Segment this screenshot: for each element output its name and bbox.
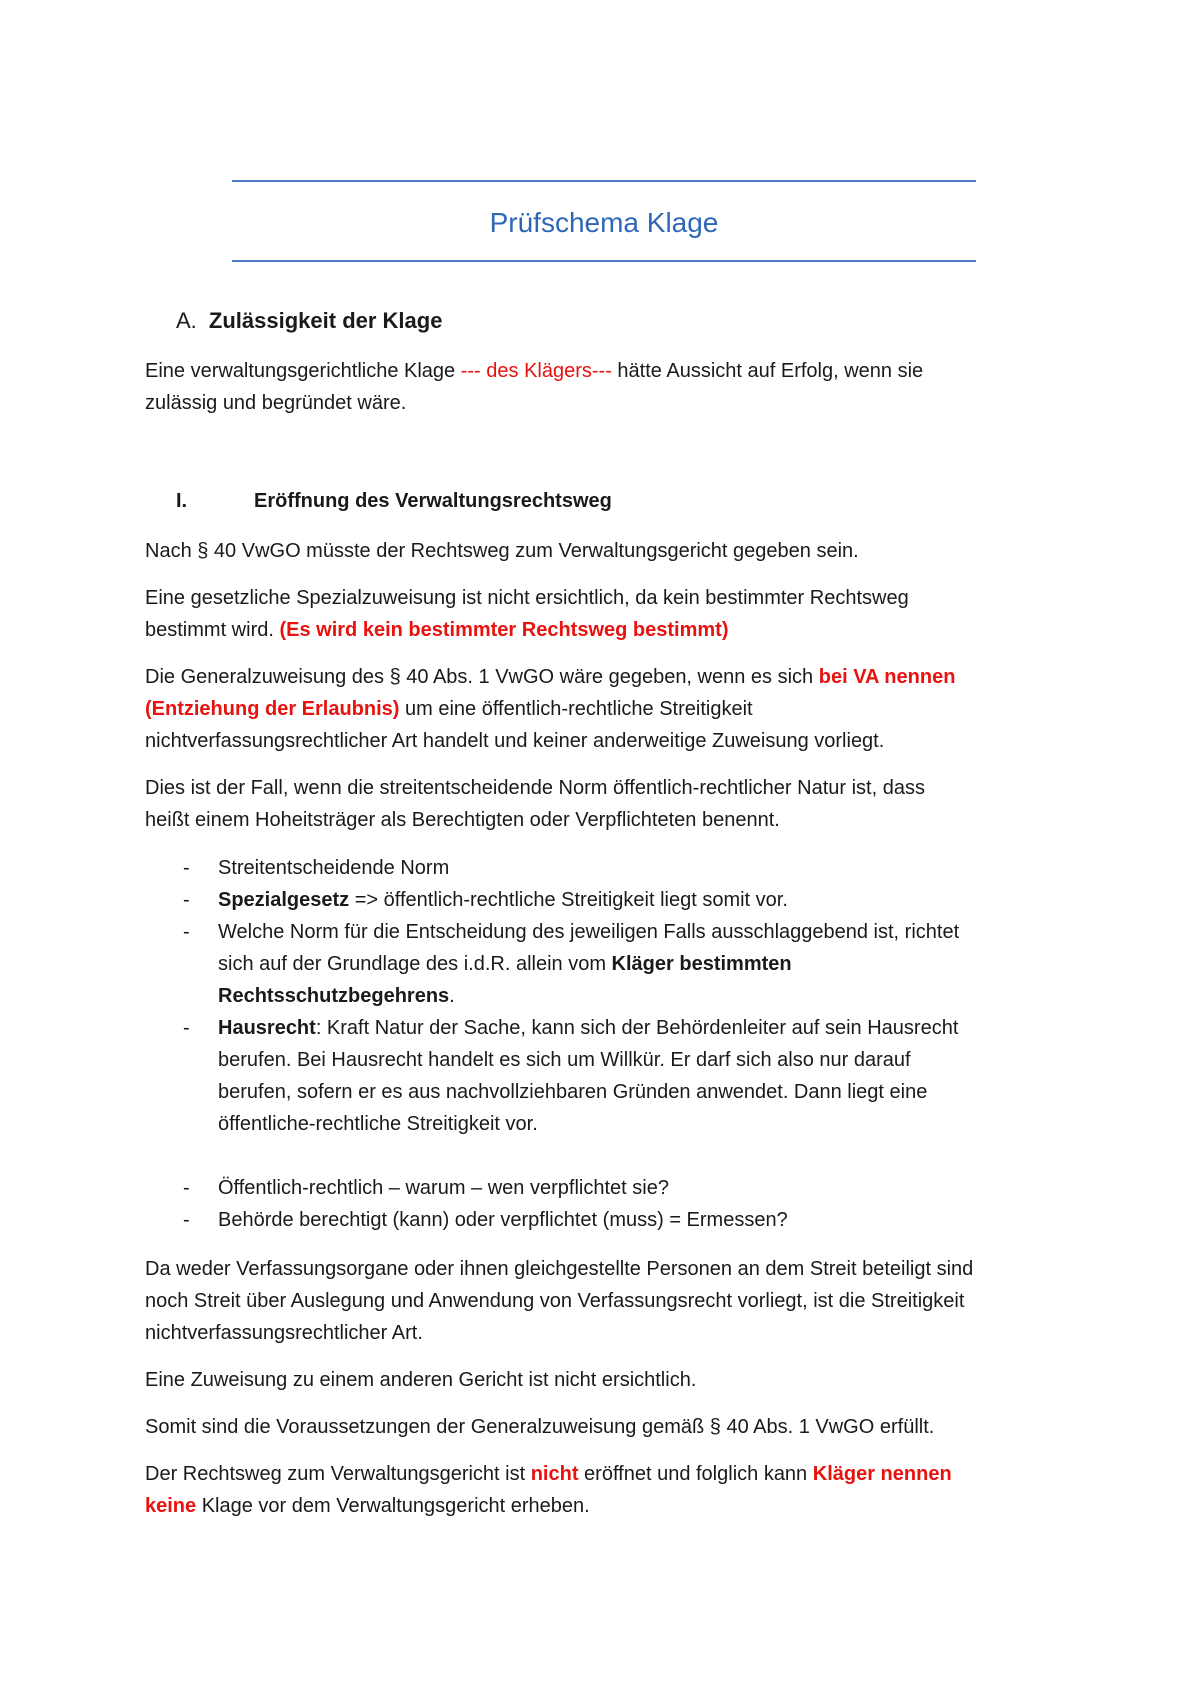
section-a-heading <box>176 305 442 337</box>
p3-red-text: bei VA nennen <box>818 666 956 688</box>
paragraph-7: Somit sind die Voraussetzungen der Generalzuweisung gemäß § 40 Abs. 1 VwGO erfüllt. <box>145 1416 935 1438</box>
intro-text-end: hätte Aussicht auf Erfolg, wenn sie <box>611 360 924 382</box>
p8-red-text-2: Kläger nennen <box>812 1463 952 1485</box>
bullet-5: Öffentlich-rechtlich – warum – wen verpflichtet sie? <box>218 1177 669 1199</box>
bullet-dash: - <box>183 1209 190 1231</box>
bullet-4-bold: Hausrecht <box>218 1017 316 1039</box>
bullet-1: Streitentscheidende Norm <box>218 857 450 879</box>
p2-red-text: (Es wird kein bestimmter Rechtsweg bestimmt) <box>279 619 729 641</box>
bullet-dash: - <box>183 921 190 943</box>
p8-red-text-3: keine <box>145 1495 197 1517</box>
bullet-dash: - <box>183 1017 190 1039</box>
bullet-dash: - <box>183 1177 190 1199</box>
paragraph-8-line-2 <box>145 1490 590 1522</box>
intro-line-2: zulässig und begründet wäre. <box>145 392 407 414</box>
bullet-dash: - <box>183 889 190 911</box>
bullet-3-bold-2: Rechtsschutzbegehrens <box>218 985 450 1007</box>
bullet-3-period: . <box>449 985 455 1007</box>
paragraph-5-line-3: nichtverfassungsrechtlicher Art. <box>145 1322 423 1344</box>
bullet-2-bold: Spezialgesetz <box>218 889 350 911</box>
bullet-3-line-3 <box>218 980 455 1012</box>
paragraph-3-line-2 <box>145 693 753 725</box>
p8-text-3: Klage vor dem Verwaltungsgericht erheben. <box>196 1495 590 1517</box>
section-a-letter: A. <box>176 308 197 333</box>
intro-red-text: --- des Klägers--- <box>460 360 612 382</box>
bullet-4-line-1 <box>218 1012 958 1044</box>
paragraph-4-line-2: heißt einem Hoheitsträger als Berechtigten oder Verpflichteten benennt. <box>145 809 780 831</box>
paragraph-8-line-1 <box>145 1458 952 1490</box>
bullet-4-line-3: berufen, sofern er es aus nachvollziehbaren Gründen anwendet. Dann liegt eine <box>218 1081 928 1103</box>
document-title: Prüfschema Klage <box>489 207 719 238</box>
title-rule-top <box>232 180 976 182</box>
title-rule-bottom <box>232 260 976 262</box>
paragraph-5-line-1: Da weder Verfassungsorgane oder ihnen gleichgestellte Personen an dem Streit beteiligt sind <box>145 1258 974 1280</box>
p2-text: bestimmt wird. <box>145 619 280 641</box>
bullet-4-line-2: berufen. Bei Hausrecht handelt es sich um Willkür. Er darf sich also nur darauf <box>218 1049 911 1071</box>
paragraph-4-line-1: Dies ist der Fall, wenn die streitentscheidende Norm öffentlich-rechtlicher Natur ist, dass <box>145 777 925 799</box>
bullet-2 <box>218 884 788 916</box>
paragraph-2-line-1: Eine gesetzliche Spezialzuweisung ist nicht ersichtlich, da kein bestimmter Rechtsweg <box>145 587 909 609</box>
bullet-dash: - <box>183 857 190 879</box>
paragraph-6: Eine Zuweisung zu einem anderen Gericht ist nicht ersichtlich. <box>145 1369 697 1391</box>
section-i-number: I. <box>176 490 188 512</box>
section-a-title: Zulässigkeit der Klage <box>208 308 443 333</box>
paragraph-5-line-2: noch Streit über Auslegung und Anwendung von Verfassungsrecht vorliegt, ist die Streitigkeit <box>145 1290 965 1312</box>
bullet-4-line-4: öffentliche-rechtliche Streitigkeit vor. <box>218 1113 538 1135</box>
p8-red-text: nicht <box>530 1463 579 1485</box>
bullet-3-bold: Kläger bestimmten <box>611 953 792 975</box>
bullet-2-text: => öffentlich-rechtliche Streitigkeit liegt somit vor. <box>349 889 788 911</box>
paragraph-1: Nach § 40 VwGO müsste der Rechtsweg zum Verwaltungsgericht gegeben sein. <box>145 540 859 562</box>
paragraph-2-line-2 <box>145 614 728 646</box>
bullet-3-line-1: Welche Norm für die Entscheidung des jeweiligen Falls ausschlaggebend ist, richtet <box>218 921 960 943</box>
p3-text-2: um eine öffentlich-rechtliche Streitigkeit <box>399 698 753 720</box>
bullet-6: Behörde berechtigt (kann) oder verpflichtet (muss) = Ermessen? <box>218 1209 788 1231</box>
p3-red-text-2: (Entziehung der Erlaubnis) <box>145 698 400 720</box>
paragraph-3-line-1 <box>145 661 955 693</box>
bullet-3-text: sich auf der Grundlage des i.d.R. allein vom <box>218 953 612 975</box>
section-i-heading <box>176 485 612 517</box>
intro-text: Eine verwaltungsgerichtliche Klage <box>145 360 461 382</box>
p8-text-2: eröffnet und folglich kann <box>578 1463 813 1485</box>
bullet-3-line-2 <box>218 948 792 980</box>
p8-text: Der Rechtsweg zum Verwaltungsgericht ist <box>145 1463 531 1485</box>
section-i-title: Eröffnung des Verwaltungsrechtsweg <box>254 490 612 512</box>
bullet-4-text: : Kraft Natur der Sache, kann sich der Behördenleiter auf sein Hausrecht <box>315 1017 959 1039</box>
p3-text: Die Generalzuweisung des § 40 Abs. 1 VwGO wäre gegeben, wenn es sich <box>145 666 819 688</box>
paragraph-3-line-3: nichtverfassungsrechtlicher Art handelt und keiner anderweitige Zuweisung vorliegt. <box>145 730 885 752</box>
intro-line-1 <box>145 355 923 387</box>
